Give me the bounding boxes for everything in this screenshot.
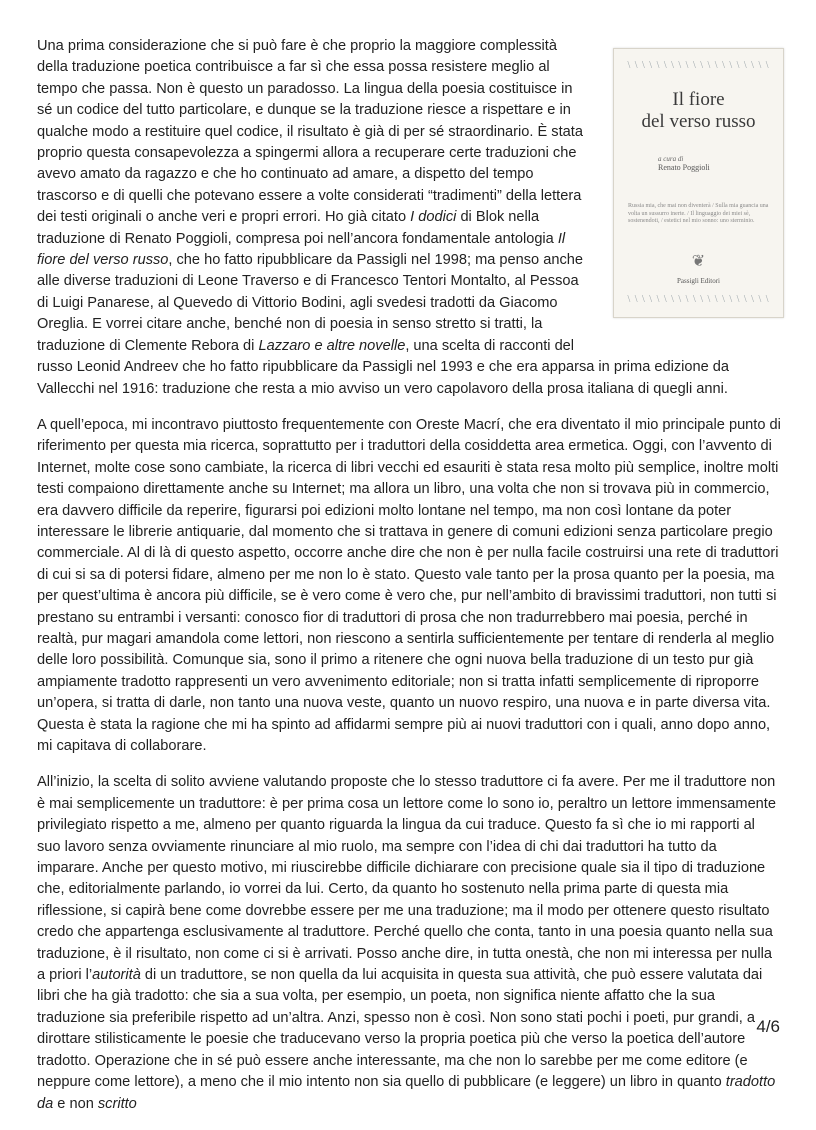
cover-epigraph: Russia mia, che mai non diventerà / Sulla mia guancia una volta un sussurro inerte. / Il linguaggio dei miei sè, sostenendoti, / estetici nel mio sonno: uno sterminio. (628, 203, 769, 224)
cover-title-line-1: Il fiore (672, 89, 725, 110)
flower-icon: ❦ (691, 253, 706, 270)
paragraph-1-text-c: di Blok nella traduzione di Renato Poggioli, compresa poi nell’ancora fondamentale antologia (37, 209, 558, 247)
cover-curator: Renato Poggioli (658, 163, 710, 172)
cover-curator-label: a cura di (658, 155, 684, 163)
title-i-dodici: I dodici (410, 209, 457, 226)
paragraph-3-text-e: e non (53, 1095, 98, 1112)
paragraph-3 (37, 772, 782, 1115)
paragraph-1-text-a: Una prima considerazione che si può fare è che proprio la maggiore complessità della traduzione poetica contribuisce a far sì che essa possa resistere meglio al tempo che passa. Non è questo un paradosso. La lingua della poesia costituisce in sé un codice del tutto particolare, e dunque se la traduzione riesce a rispettare e in qualche modo a restituire quel codice, il risultato è già di per sé straordinario. È stata proprio questa consapevolezza a spingermi allora a recuperare certe traduzioni che avevo amato da ragazzo e che ho continuato ad amare, a dispetto del tempo trascorso e di quelli che potevano essere a volte considerati “tradimenti” della lettera dei testi originali o anche veri e propri errori. Ho già citato (37, 38, 583, 226)
book-cover-figure (601, 48, 786, 343)
term-tradotto-da: tradotto da (37, 1074, 776, 1112)
title-lazzaro: Lazzaro e altre novelle (258, 337, 406, 354)
document-body (37, 36, 782, 1130)
cover-top-ornament: \ \ \ \ \ \ \ \ \ \ \ \ \ \ \ \ \ \ \ \ (627, 60, 770, 71)
paragraph-2: A quell’epoca, mi incontravo piuttosto frequentemente con Oreste Macrí, che era diventato il mio principale punto di riferimento per questa mia ricerca, soprattutto per i traduttori della cosiddetta area ermetica. Oggi, con l’avvento di Internet, molte cose sono cambiate, la ricerca di libri vecchi ed esauriti è stata resa molto più semplice, inoltre molti testi compaiono direttamente anche su Internet; ma allora un libro, una volta che non si trovava più in commercio, era davvero difficile da reperire, figurarsi poi edizioni molto lontane nel tempo, ma non così lontane da poter interessare le librerie antiquarie, dal momento che si trattava in genere di comuni edizioni senza particolare pregio commerciale. Al di là di questo aspetto, occorre anche dire che non è per nulla facile costruirsi una rete di traduttori di cui si sa di potersi fidare, almeno per me non lo è stato. Questo vale tanto per la prosa quanto per la poesia, ma per quest’ultima è ancora più difficile, se è vero come è vero che, pur nell’ambito di bravissimi traduttori, non tutti si prestano su entrambi i versanti: conosco fior di traduttori di prosa che non tradurrebbero mai poesia, perché in realtà, pur magari amandola come lettori, non riescono a sentirla sufficientemente per tentare di renderla al meglio delle loro possibilità. Comunque sia, sono il primo a ritenere che ogni nuova bella traduzione di un testo pur già ampiamente tradotto rappresenti un vero avvenimento editoriale; non si tratta infatti semplicemente di riproporre un’opera, si tratta di darle, non tanto una nuova veste, quanto un nuovo respiro, una nuova e in parte diversa vita. Questa è stata la ragione che mi ha spinto ad affidarmi sempre più ai nuovi traduttori con i quali, anno dopo anno, mi capitava di collaborare. (37, 416, 781, 754)
term-autorita: autorità (92, 967, 141, 984)
page-number: 4/6 (756, 1017, 780, 1036)
paragraph-1-text-g: , una scelta di racconti del russo Leonid Andreev che ho fatto ripubblicare da Passigli nel 1993 e che era apparsa in prima edizione da Vallecchi nel 1916: traduzione che resta a mio avviso un vero capolavoro della prosa italiana di quegli anni. (37, 337, 730, 397)
paragraph-3-text-c: di un traduttore, se non quella da lui acquisita in questa sua attività, che può essere valutata dai libri che ha già tradotto: che sia a sua volta, per esempio, un poeta, non significa niente affatto che la sua traduzione sia preferibile rispetto ad un’altra. Anzi, spesso non è così. Non sono stati pochi i poeti, pur grandi, a dirottare stilisticamente le poesie che traducevano verso la propria poetica più che verso la poetica dell’autore tradotto. Operazione che in sé può essere anche interessante, ma che non lo sarebbe per me come editore (e neppure come lettore), a meno che il mio intento non sia quello di pubblicare (e leggere) un libro in quanto (37, 967, 763, 1091)
paragraph-1-text-e: , che ho fatto ripubblicare da Passigli nel 1998; ma penso anche alle diverse traduzioni di Leone Traverso e di Francesco Tentori Montalto, al Pessoa di Luigi Panarese, al Quevedo di Vittorio Bodini, agli svedesi tradotti da Giacomo Oreglia. E vorrei citare anche, benché non di poesia in senso stretto si tratti, la traduzione di Clemente Rebora di (37, 252, 583, 354)
paragraph-3-text-a: All’inizio, la scelta di solito avviene valutando proposte che lo stesso traduttore ci fa avere. Per me il traduttore non è mai semplicemente un traduttore: è per prima cosa un lettore come lo sono io, peraltro un lettore immensamente privilegiato rispetto a me, almeno per quanto riguarda la lingua da cui traduce. Questo fa sì che io mi rapporti al suo lavoro senza ovviamente rinunciare al mio ruolo, ma sempre con l’idea di chi dai traduttori ha tutto da imparare. Anche per questo motivo, mi riuscirebbe difficile dichiarare con precisione quale sia il tipo di traduzione che, editorialmente parlando, io vorrei da lui. Certo, da quanto ho sostenuto nella prima parte di questa mia riflessione, si capirà bene come dovrebbe essere per me una traduzione; ma il modo per ottenere questo risultato credo che appartenga esclusivamente al traduttore. Perché quello che conta, tanto in una poesia quanto nella sua traduzione, è il risultato, non come ci si è arrivati. Posso anche dire, in tutta onestà, che non mi interessa per nulla a priori l’ (37, 774, 776, 984)
cover-publisher: Passigli Editori (677, 277, 720, 285)
title-il-fiore-del-verso-russo: Il fiore del verso russo (37, 230, 566, 269)
cover-title-line-2: del verso russo (641, 111, 756, 132)
book-cover-image (613, 48, 784, 318)
term-scritto: scritto (97, 1095, 137, 1112)
cover-title (614, 89, 783, 133)
cover-bottom-ornament: \ \ \ \ \ \ \ \ \ \ \ \ \ \ \ \ \ \ \ \ (627, 294, 770, 305)
